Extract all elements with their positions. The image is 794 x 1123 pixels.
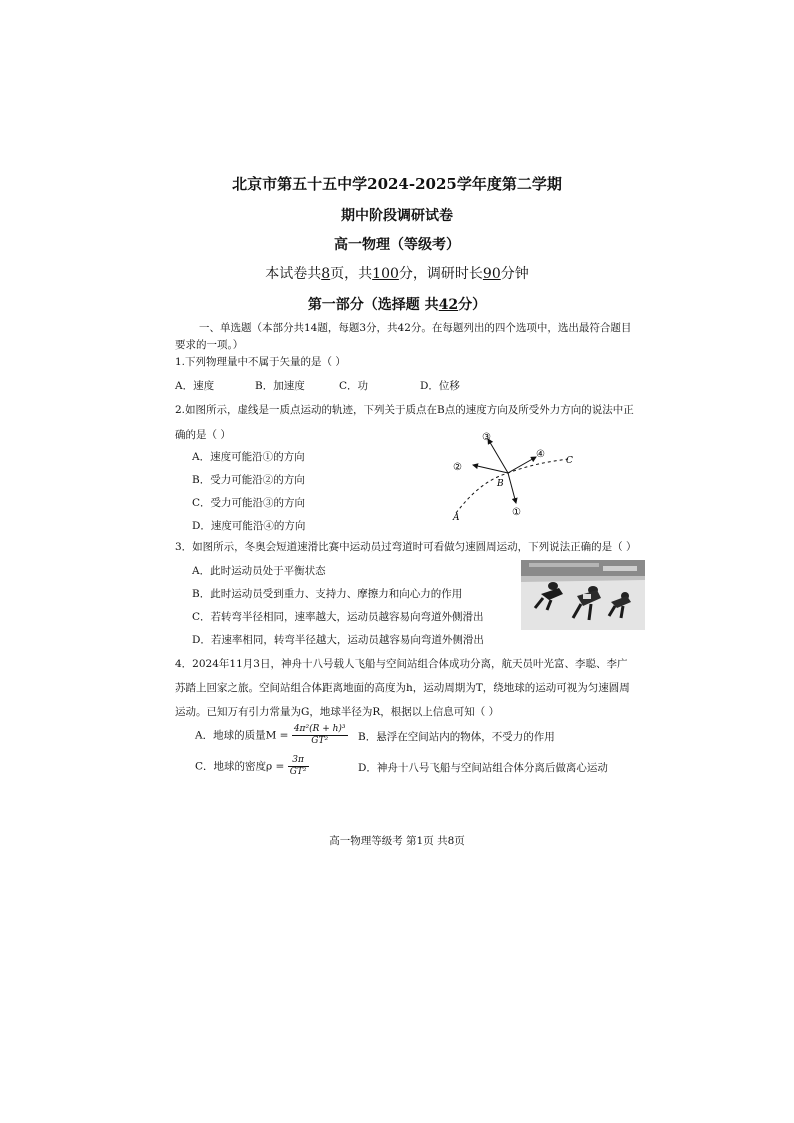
exam-info-prefix: 本试卷共: [265, 266, 322, 282]
q4-option-c-fraction: [288, 755, 309, 778]
q1-stem: 1.下列物理量中不属于矢量的是（ ）: [175, 356, 346, 368]
q4-option-a-label: A．地球的质量M =: [195, 729, 289, 742]
exam-info: [0, 263, 794, 283]
part1-title-score: 42: [438, 297, 459, 313]
q2-stem-line2: 确的是（ ）: [175, 429, 231, 441]
q4-option-a-denominator: GT²: [311, 736, 329, 746]
label-3: ③: [482, 432, 491, 443]
school-title: 北京市第五十五中学2024-2025学年度第二学期: [232, 175, 562, 193]
q4-option-c-denominator: GT²: [289, 767, 307, 777]
label-1: ①: [512, 507, 521, 518]
part1-title: [0, 294, 794, 314]
q1-option-c: C．功: [339, 380, 369, 392]
q4-stem-line2: 苏踏上回家之旅。空间站组合体距离地面的高度为h，运动周期为T，绕地球的运动可视为匀速圆周: [175, 682, 630, 694]
instructions-line2: 要求的一项。）: [175, 339, 244, 351]
q4-option-a-fraction: [292, 724, 348, 747]
label-2: ②: [453, 462, 462, 473]
q3-option-d: D．若速率相同，转弯半径越大，运动员越容易向弯道外侧滑出: [192, 634, 484, 646]
exam-info-minutes: 90: [482, 266, 501, 282]
exam-info-score: 100: [372, 266, 399, 282]
arrow-3: [488, 439, 508, 473]
q2-option-b: B．受力可能沿②的方向: [192, 474, 305, 486]
q1-option-b: B．加速度: [255, 380, 305, 392]
exam-title: 期中阶段调研试卷: [341, 208, 453, 224]
q3-option-a: A．此时运动员处于平衡状态: [192, 565, 326, 577]
arrow-4: [508, 457, 536, 473]
label-point-b: B: [497, 479, 504, 489]
exam-info-suffix: 分钟: [500, 266, 529, 282]
q4-option-c-label: C．地球的密度ρ =: [195, 760, 285, 773]
q2-option-c: C．受力可能沿③的方向: [192, 497, 306, 509]
page-footer: 高一物理等级考 第1页 共8页: [329, 835, 465, 847]
q4-stem-line1: 4．2024年11月3日，神舟十八号载人飞船与空间站组合体成功分离，航天员叶光富、李聪、李广: [175, 658, 628, 670]
label-4: ④: [536, 449, 545, 460]
q3-option-c: C．若转弯半径相同，速率越大，运动员越容易向弯道外侧滑出: [192, 611, 484, 623]
q4-option-b: B．悬浮在空间站内的物体，不受力的作用: [358, 731, 555, 743]
q2-option-d: D．速度可能沿④的方向: [192, 520, 306, 532]
label-point-a: A: [453, 513, 460, 523]
arrow-1: [508, 473, 516, 503]
q1-option-a: A．速度: [175, 380, 215, 392]
subject-title: 高一物理（等级考）: [334, 237, 460, 253]
q3-stem: 3．如图所示，冬奥会短道速滑比赛中运动员过弯道时可看做匀速圆周运动，下列说法正确的是（ ）: [175, 541, 637, 553]
exam-info-mid2: 分，调研时长: [398, 266, 483, 282]
q3-option-b: B．此时运动员受到重力、支持力、摩擦力和向心力的作用: [192, 588, 463, 600]
q4-option-a: [195, 724, 348, 747]
q2-option-a: A．速度可能沿①的方向: [192, 451, 305, 463]
q1-option-d: D．位移: [420, 380, 460, 392]
part1-title-suffix: 分）: [458, 297, 487, 313]
q4-option-c-numerator: 3π: [288, 755, 309, 767]
q4-stem-line3: 运动。已知万有引力常量为G，地球半径为R，根据以上信息可知（ ）: [175, 706, 500, 718]
speed-skaters-photo: [521, 560, 645, 630]
q4-option-c: [195, 755, 309, 778]
q2-stem-line1: 2.如图所示，虚线是一质点运动的轨迹，下列关于质点在B点的速度方向及所受外力方向的说法中正: [175, 404, 634, 416]
q2-trajectory-figure: [440, 425, 590, 525]
part1-title-prefix: 第一部分（选择题 共: [307, 297, 439, 313]
arrow-2: [473, 465, 508, 473]
q4-option-a-numerator: 4π²(R + h)³: [293, 724, 346, 734]
instructions-line1: 一、单选题（本部分共14题，每题3分，共42分。在每题列出的四个选项中，选出最符合题目: [199, 322, 632, 334]
label-point-c: C: [566, 456, 573, 466]
exam-info-mid1: 页，共: [330, 266, 373, 282]
trajectory-curve: [456, 459, 568, 513]
exam-info-pages: 8: [321, 266, 331, 282]
q4-option-d: D．神舟十八号飞船与空间站组合体分离后做离心运动: [358, 762, 608, 774]
